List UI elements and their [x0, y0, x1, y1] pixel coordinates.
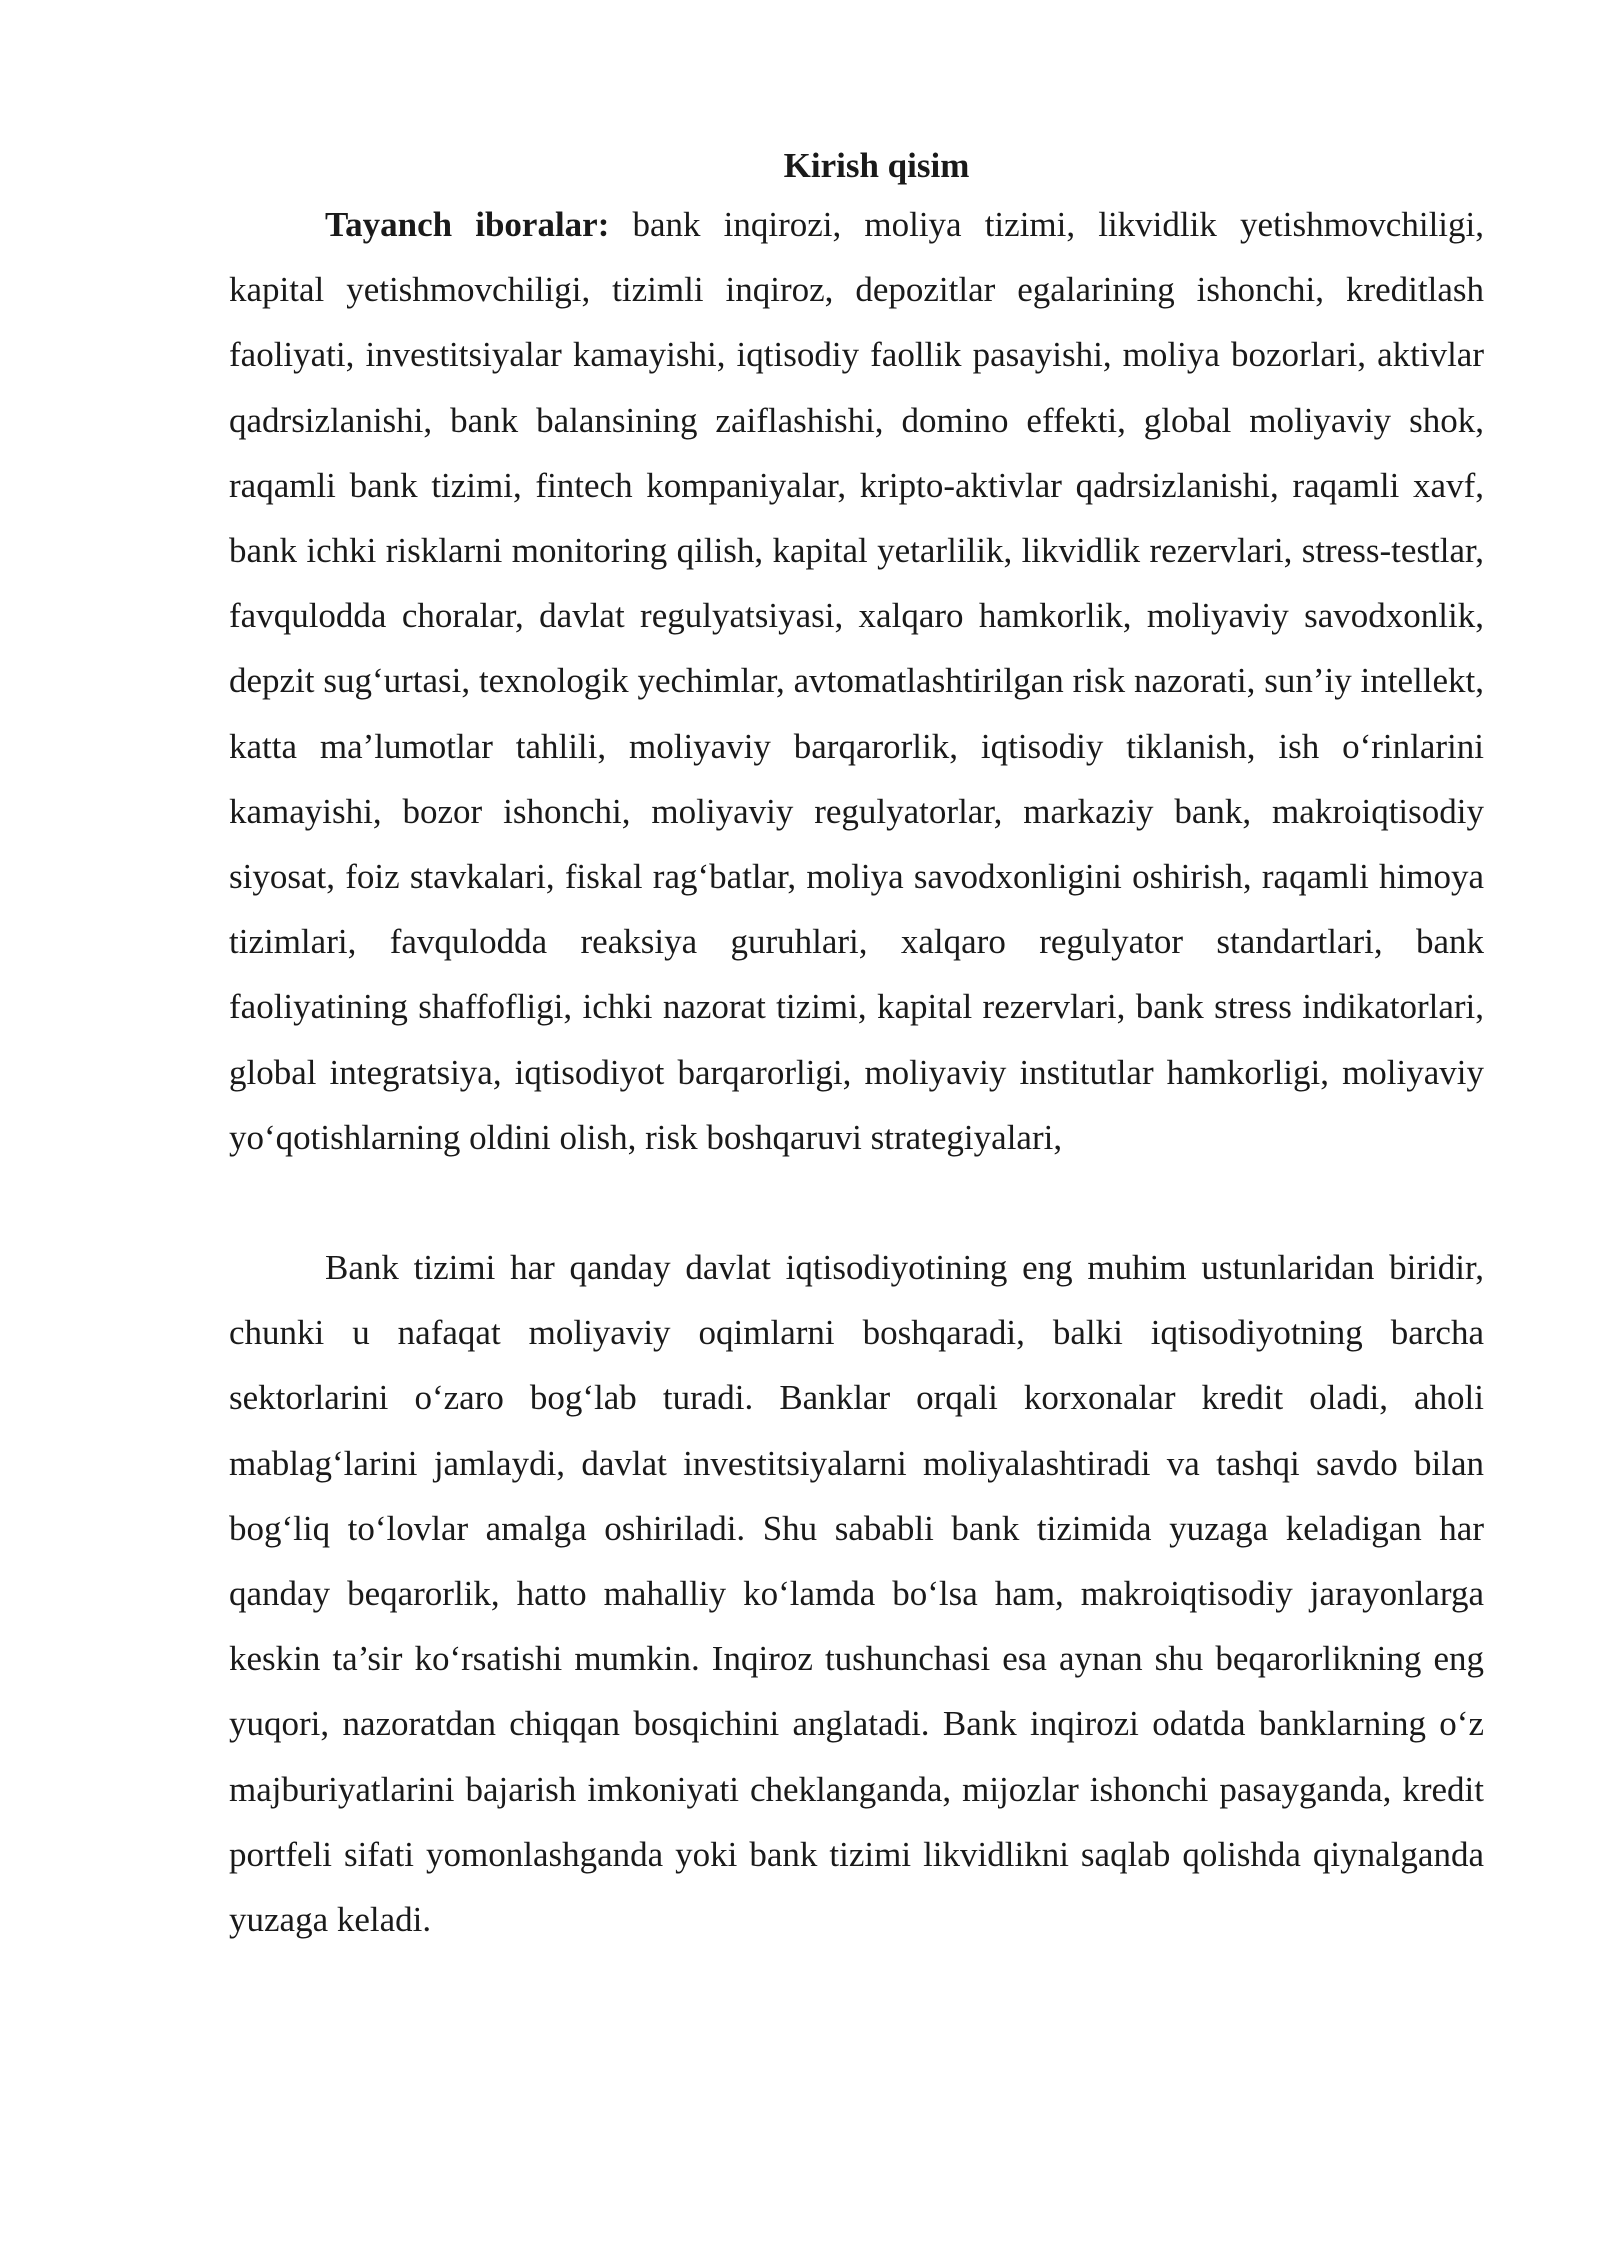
keywords-text: bank inqirozi, moliya tizimi, likvidlik yetishmovchiligi, kapital yetishmovchiligi, tizimli inqiroz, depozitlar egalarining ishonchi, kreditlash faoliyati, investitsiyalar kamayishi, iqtisodiy faollik pasayishi, moliya bozorlari, aktivlar qadrsizlanishi, bank balansining zaiflashishi, domino effekti, global moliyaviy shok, raqamli bank tizimi, fintech kompaniyalar, kripto-aktivlar qadrsizlanishi, raqamli xavf, bank ichki risklarni monitoring qilish, kapital yetarlilik, likvidlik rezervlari, stress-testlar, favqulodda choralar, davlat regulyatsiyasi, xalqaro hamkorlik, moliyaviy savodxonlik, depzit sug‘urtasi, texnologik yechimlar, avtomatlashtirilgan risk nazorati, sun’iy intellekt, katta ma’lumotlar tahlili, moliyaviy barqarorlik, iqtisodiy tiklanish, ish o‘rinlarini kamayishi, bozor ishonchi, moliyaviy regulyatorlar, markaziy bank, makroiqtisodiy siyosat, foiz stavkalari, fiskal rag‘batlar, moliya savodxonligini oshirish, raqamli himoya tizimlari, favqulodda reaksiya guruhlari, xalqaro regulyator standartlari, bank faoliyatining shaffofligi, ichki nazorat tizimi, kapital rezervlari, bank stress indikatorlari, global integratsiya, iqtisodiyot barqarorligi, moliyaviy institutlar hamkorligi, moliyaviy yo‘qotishlarning oldini olish, risk boshqaruvi strategiyalari, — [229, 205, 1484, 1157]
document-body — [229, 145, 1484, 1952]
keywords-paragraph — [229, 192, 1484, 1170]
keywords-label: Tayanch iboralar: — [325, 205, 610, 244]
body-paragraph: Bank tizimi har qanday davlat iqtisodiyotining eng muhim ustunlaridan biridir, chunki u nafaqat moliyaviy oqimlarni boshqaradi, balki iqtisodiyotning barcha sektorlarini o‘zaro bog‘lab turadi. Banklar orqali korxonalar kredit oladi, aholi mablag‘larini jamlaydi, davlat investitsiyalarni moliyalashtiradi va tashqi savdo bilan bog‘liq to‘lovlar amalga oshiriladi. Shu sababli bank tizimida yuzaga keladigan har qanday beqarorlik, hatto mahalliy ko‘lamda bo‘lsa ham, makroiqtisodiy jarayonlarga keskin ta’sir ko‘rsatishi mumkin. Inqiroz tushunchasi esa aynan shu beqarorlikning eng yuqori, nazoratdan chiqqan bosqichini anglatadi. Bank inqirozi odatda banklarning o‘z majburiyatlarini bajarish imkoniyati cheklanganda, mijozlar ishonchi pasayganda, kredit portfeli sifati yomonlashganda yoki bank tizimi likvidlikni saqlab qolishda qiynalganda yuzaga keladi. — [229, 1248, 1484, 1940]
page-title: Kirish qisim — [783, 146, 970, 185]
paragraph-spacer — [229, 1170, 1484, 1235]
